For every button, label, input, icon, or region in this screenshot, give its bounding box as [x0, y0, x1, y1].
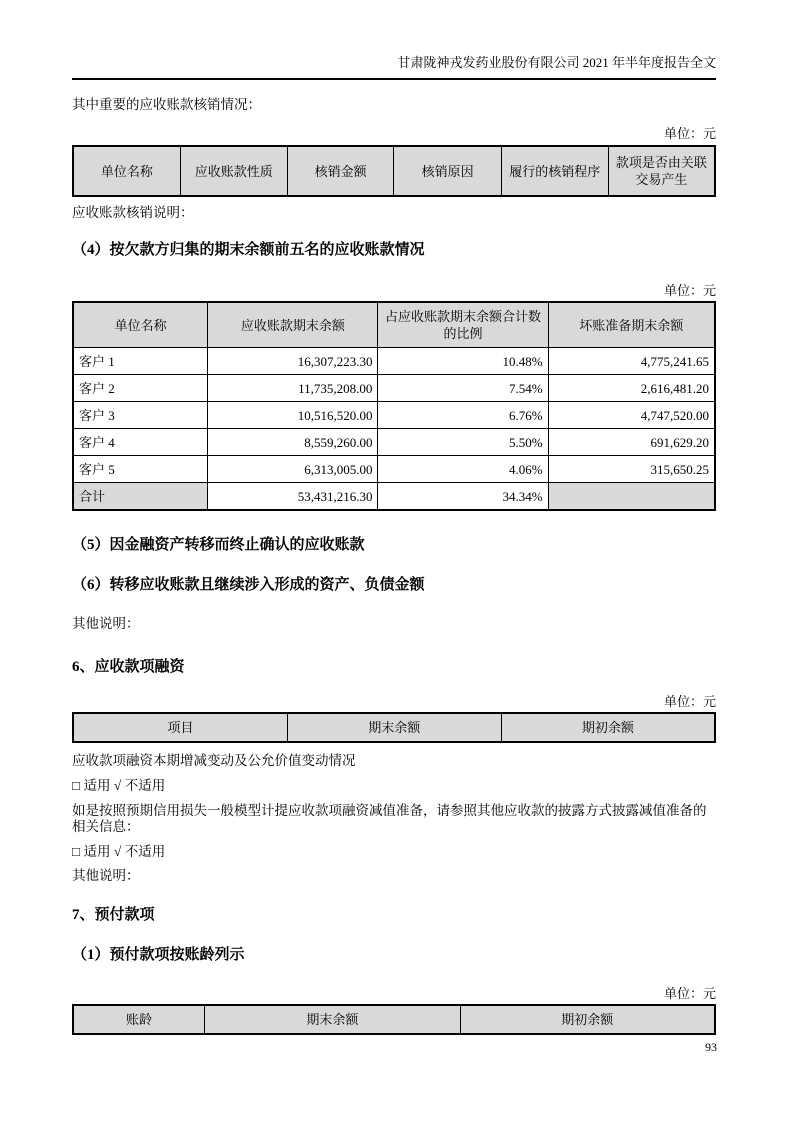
proportion-cell: 4.06% — [378, 456, 548, 483]
column-header-proportion: 占应收账款期末余额合计数的比例 — [378, 302, 548, 348]
column-header-beginning-balance: 期初余额 — [460, 1005, 715, 1034]
prepayments-heading: 7、预付款项 — [72, 907, 155, 923]
ending-balance-cell: 10,516,520.00 — [208, 402, 378, 429]
column-header-ending-balance: 应收账款期末余额 — [208, 302, 378, 348]
table-row-total — [73, 483, 715, 511]
unit-label: 单位：元 — [663, 986, 716, 1001]
financing-change-text: 应收款项融资本期增减变动及公允价值变动情况 — [72, 753, 356, 768]
column-header-writeoff-procedure: 履行的核销程序 — [501, 146, 608, 196]
writeoff-intro-text: 其中重要的应收账款核销情况： — [72, 97, 261, 112]
column-header-related-party: 款项是否由关联交易产生 — [608, 146, 715, 196]
customer-name-cell: 客户 3 — [73, 402, 208, 429]
table-row-customer-4 — [73, 429, 715, 456]
customer-name-cell: 客户 1 — [73, 348, 208, 375]
top5-receivables-table — [72, 301, 716, 511]
total-ending-balance-cell: 53,431,216.30 — [208, 483, 378, 511]
bad-debt-cell: 2,616,481.20 — [548, 375, 715, 402]
section-5-heading: （5）因金融资产转移而终止确认的应收账款 — [72, 537, 365, 553]
ending-balance-cell: 16,307,223.30 — [208, 348, 378, 375]
top5-table-header-row — [73, 302, 715, 348]
other-note-text: 其他说明： — [72, 868, 140, 883]
page-header-title: 甘肃陇神戎发药业股份有限公司 2021 年半年度报告全文 — [72, 55, 716, 80]
proportion-cell: 6.76% — [378, 402, 548, 429]
financing-table-header-row — [73, 713, 715, 742]
column-header-ending-balance: 期末余额 — [287, 713, 501, 742]
proportion-cell: 10.48% — [378, 348, 548, 375]
applicable-checkbox-line: □ 适用 √ 不适用 — [72, 844, 166, 859]
applicable-checkbox-line: □ 适用 √ 不适用 — [72, 778, 166, 793]
other-note-text: 其他说明： — [72, 616, 140, 631]
column-header-ending-balance: 期末余额 — [205, 1005, 461, 1034]
prepayments-table-header-row — [73, 1005, 715, 1034]
column-header-unit-name: 单位名称 — [73, 302, 208, 348]
column-header-writeoff-reason: 核销原因 — [394, 146, 501, 196]
ending-balance-cell: 6,313,005.00 — [208, 456, 378, 483]
column-header-bad-debt-provision: 坏账准备期末余额 — [548, 302, 715, 348]
column-header-item: 项目 — [73, 713, 287, 742]
table-row-customer-3 — [73, 402, 715, 429]
writeoff-note-text: 应收账款核销说明： — [72, 205, 194, 220]
bad-debt-cell: 691,629.20 — [548, 429, 715, 456]
table-row-customer-5 — [73, 456, 715, 483]
total-bad-debt-cell — [548, 483, 715, 511]
section-4-heading: （4）按欠款方归集的期末余额前五名的应收账款情况 — [72, 242, 425, 258]
prepayments-aging-subheading: （1）预付款项按账龄列示 — [72, 947, 245, 963]
column-header-beginning-balance: 期初余额 — [501, 713, 715, 742]
page-number: 93 — [705, 1040, 717, 1054]
receivables-financing-table — [72, 712, 716, 743]
table-row-customer-1 — [73, 348, 715, 375]
prepayments-aging-table — [72, 1004, 716, 1035]
proportion-cell: 5.50% — [378, 429, 548, 456]
writeoff-table-header-row — [73, 146, 715, 196]
table-row-customer-2 — [73, 375, 715, 402]
proportion-cell: 7.54% — [378, 375, 548, 402]
total-proportion-cell: 34.34% — [378, 483, 548, 511]
column-header-writeoff-amount: 核销金额 — [287, 146, 394, 196]
unit-label: 单位：元 — [663, 694, 716, 709]
unit-label: 单位：元 — [663, 126, 716, 141]
ending-balance-cell: 8,559,260.00 — [208, 429, 378, 456]
bad-debt-cell: 4,775,241.65 — [548, 348, 715, 375]
total-label-cell: 合计 — [73, 483, 208, 511]
column-header-receivable-nature: 应收账款性质 — [180, 146, 287, 196]
customer-name-cell: 客户 2 — [73, 375, 208, 402]
section-6-heading: （6）转移应收账款且继续涉入形成的资产、负债金额 — [72, 577, 425, 593]
column-header-unit-name: 单位名称 — [73, 146, 180, 196]
bad-debt-cell: 4,747,520.00 — [548, 402, 715, 429]
ending-balance-cell: 11,735,208.00 — [208, 375, 378, 402]
customer-name-cell: 客户 4 — [73, 429, 208, 456]
customer-name-cell: 客户 5 — [73, 456, 208, 483]
impairment-model-text: 如是按照预期信用损失一般模型计提应收款项融资减值准备，请参照其他应收款的披露方式披露减值准备的相关信息： — [72, 803, 707, 834]
receivables-financing-heading: 6、应收款项融资 — [72, 659, 185, 675]
writeoff-table — [72, 145, 716, 197]
unit-label: 单位：元 — [663, 283, 716, 298]
bad-debt-cell: 315,650.25 — [548, 456, 715, 483]
column-header-aging: 账龄 — [73, 1005, 205, 1034]
